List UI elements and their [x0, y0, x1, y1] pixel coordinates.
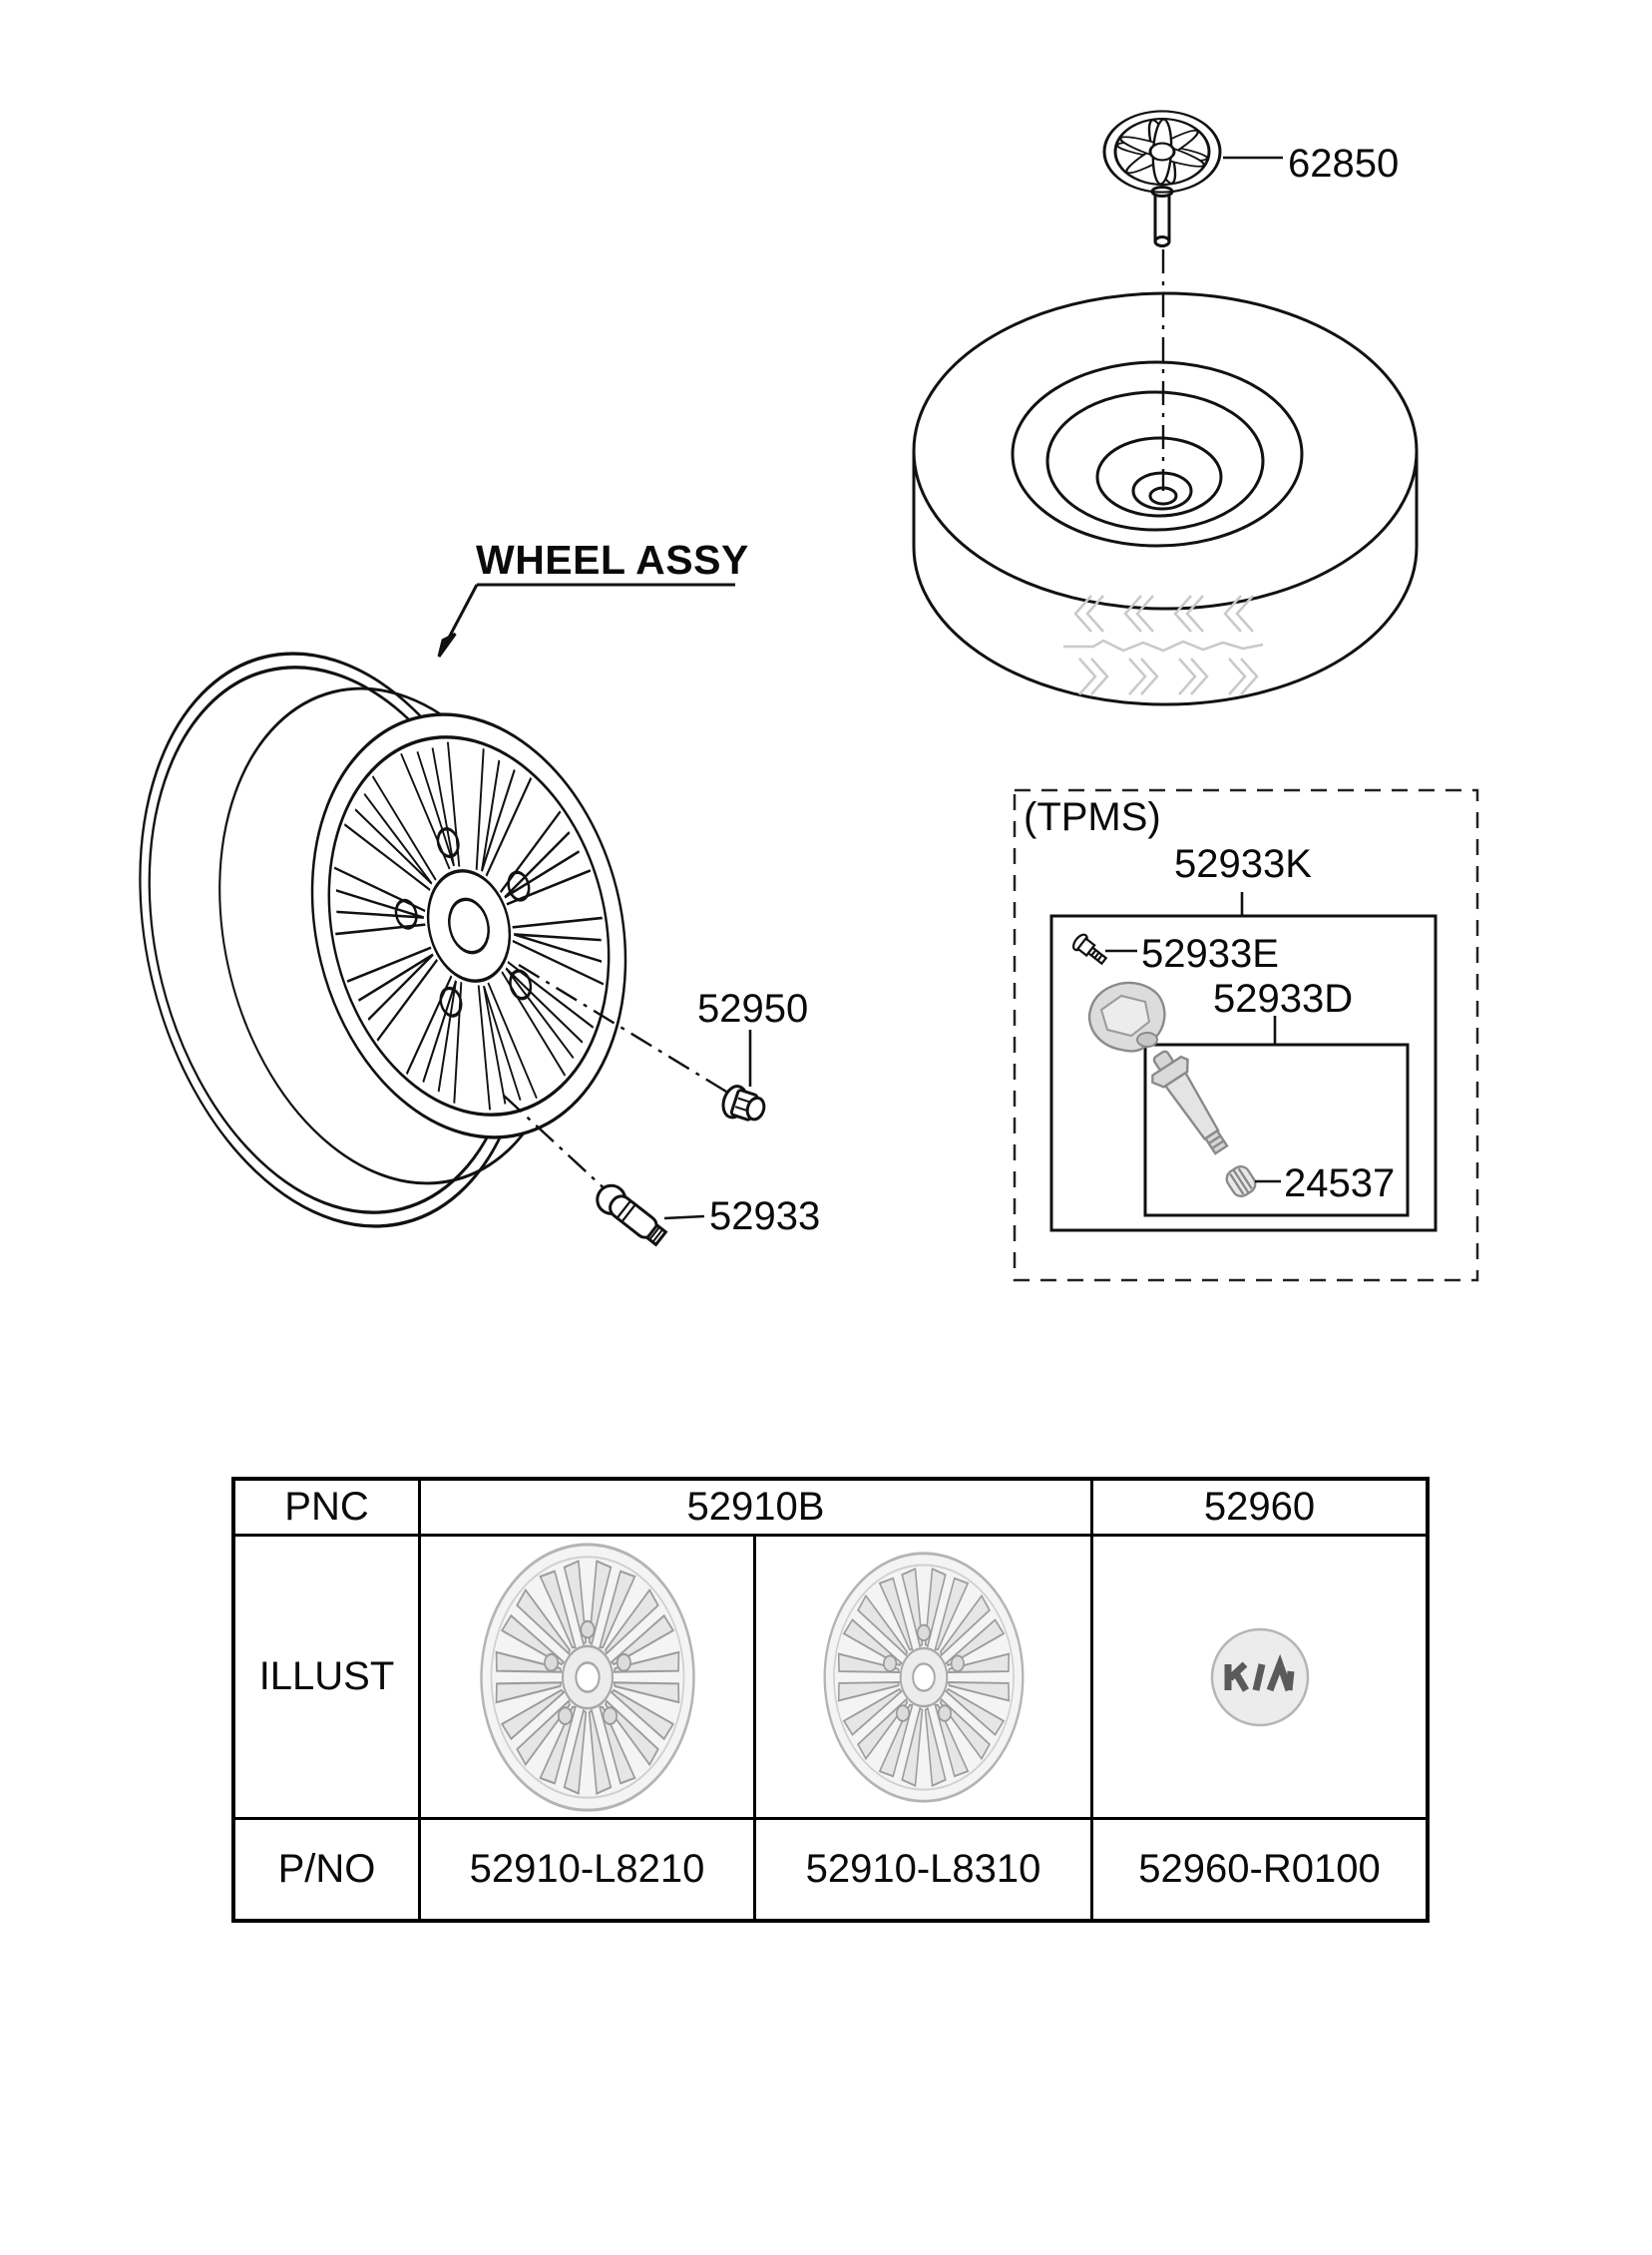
tpms-screw-drawing: [1070, 932, 1109, 968]
wheel-nut-drawing: [719, 1084, 768, 1127]
spare-tire-drawing: [914, 293, 1417, 704]
label-tpms: (TPMS): [1024, 795, 1161, 839]
center-cap-illustration: [1208, 1625, 1312, 1729]
table-pno-2: 52910-L8310: [756, 1820, 1093, 1919]
label-tpms-screw: 52933E: [1141, 932, 1279, 976]
spare-clamp-drawing: [1104, 111, 1220, 245]
table-pno-1: 52910-L8210: [421, 1820, 756, 1919]
table-pno-3: 52960-R0100: [1093, 1820, 1426, 1919]
wheel-illustration-2: [817, 1547, 1031, 1808]
tpms-sensor-drawing: [1089, 983, 1164, 1052]
label-tpms-valve-sub: 52933D: [1213, 977, 1354, 1021]
table-illust-wheel-1: [421, 1537, 756, 1820]
label-valve-cap: 24537: [1284, 1161, 1396, 1205]
label-valve-stem: 52933: [709, 1194, 821, 1238]
table-pnc-52960: 52960: [1093, 1481, 1426, 1537]
parts-table: [231, 1477, 1430, 1923]
wheel-illustration-1: [472, 1540, 703, 1815]
table-header-illust: ILLUST: [235, 1537, 421, 1820]
table-illust-center-cap: [1093, 1537, 1426, 1820]
tpms-valve-drawing: [1141, 1043, 1238, 1160]
table-header-pno: P/NO: [235, 1820, 421, 1919]
table-illust-wheel-2: [756, 1537, 1093, 1820]
valve-cap-drawing: [1223, 1163, 1258, 1200]
tire-tread-pattern: [1063, 596, 1263, 694]
label-wheel-assy: WHEEL ASSY: [476, 537, 749, 583]
label-tpms-kit: 52933K: [1174, 842, 1312, 886]
table-pnc-52910b: 52910B: [421, 1481, 1093, 1537]
valve-stem-drawing: [592, 1180, 669, 1249]
label-spare-clamp: 62850: [1288, 142, 1400, 186]
label-wheel-nut: 52950: [697, 987, 809, 1031]
wheel-assembly-drawing: [83, 612, 668, 1267]
table-header-pnc: PNC: [235, 1481, 421, 1537]
wheel-assy-leader: [439, 585, 735, 657]
